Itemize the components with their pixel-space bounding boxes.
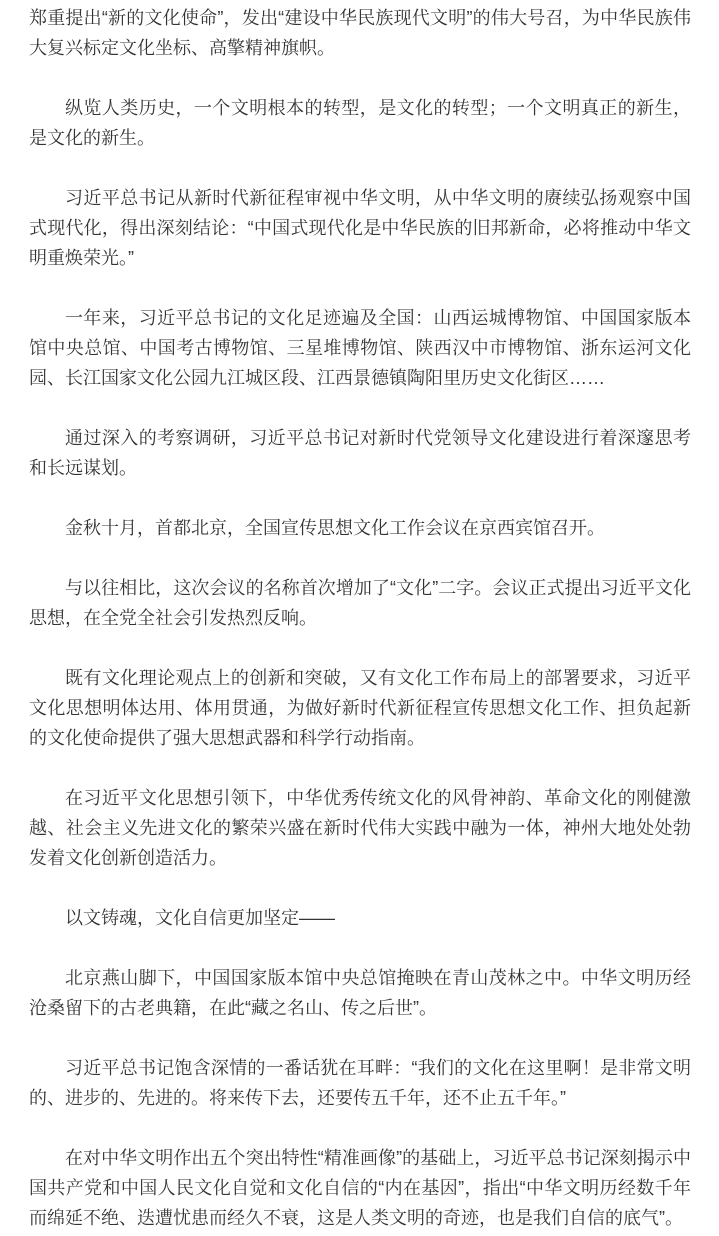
paragraph: 习近平总书记从新时代新征程审视中华文明，从中华文明的赓续弘扬观察中国式现代化，得出深刻结论：“中国式现代化是中华民族的旧邦新命，必将推动中华文明重焕荣光。”	[29, 188, 691, 268]
paragraph: 在对中华文明作出五个突出特性“精准画像”的基础上，习近平总书记深刻揭示中国共产党和中国人民文化自觉和文化自信的“内在基因”，指出“中华文明历经数千年而绵延不绝、迭遭忧患而经久不衰，这是人类文明的奇迹，也是我们自信的底气”。	[29, 1148, 691, 1228]
paragraph: 通过深入的考察调研，习近平总书记对新时代党领导文化建设进行着深邃思考和长远谋划。	[29, 428, 691, 478]
paragraph: 金秋十月，首都北京，全国宣传思想文化工作会议在京西宾馆召开。	[65, 518, 605, 538]
paragraph: 郑重提出“新的文化使命”，发出“建设中华民族现代文明”的伟大号召，为中华民族伟大复兴标定文化坐标、高擎精神旗帜。	[29, 8, 691, 58]
paragraph: 纵览人类历史，一个文明根本的转型，是文化的转型；一个文明真正的新生，是文化的新生。	[29, 98, 691, 148]
paragraph: 既有文化理论观点上的创新和突破，又有文化工作布局上的部署要求，习近平文化思想明体达用、体用贯通，为做好新时代新征程宣传思想文化工作、担负起新的文化使命提供了强大思想武器和科学行动指南。	[29, 668, 691, 748]
paragraph: 与以往相比，这次会议的名称首次增加了“文化”二字。会议正式提出习近平文化思想，在全党全社会引发热烈反响。	[29, 578, 691, 628]
paragraph: 北京燕山脚下，中国国家版本馆中央总馆掩映在青山茂林之中。中华文明历经沧桑留下的古老典籍，在此“藏之名山、传之后世”。	[29, 968, 691, 1018]
article-body	[29, 3, 691, 1233]
paragraph: 一年来，习近平总书记的文化足迹遍及全国：山西运城博物馆、中国国家版本馆中央总馆、中国考古博物馆、三星堆博物馆、陕西汉中市博物馆、浙东运河文化园、长江国家文化公园九江城区段、江西景德镇陶阳里历史文化街区……	[29, 308, 691, 388]
paragraph: 在习近平文化思想引领下，中华优秀传统文化的风骨神韵、革命文化的刚健激越、社会主义先进文化的繁荣兴盛在新时代伟大实践中融为一体，神州大地处处勃发着文化创新创造活力。	[29, 788, 691, 868]
paragraph: 以文铸魂，文化自信更加坚定——	[65, 908, 335, 928]
paragraph: 习近平总书记饱含深情的一番话犹在耳畔：“我们的文化在这里啊！是非常文明的、进步的、先进的。将来传下去，还要传五千年，还不止五千年。”	[29, 1058, 691, 1108]
